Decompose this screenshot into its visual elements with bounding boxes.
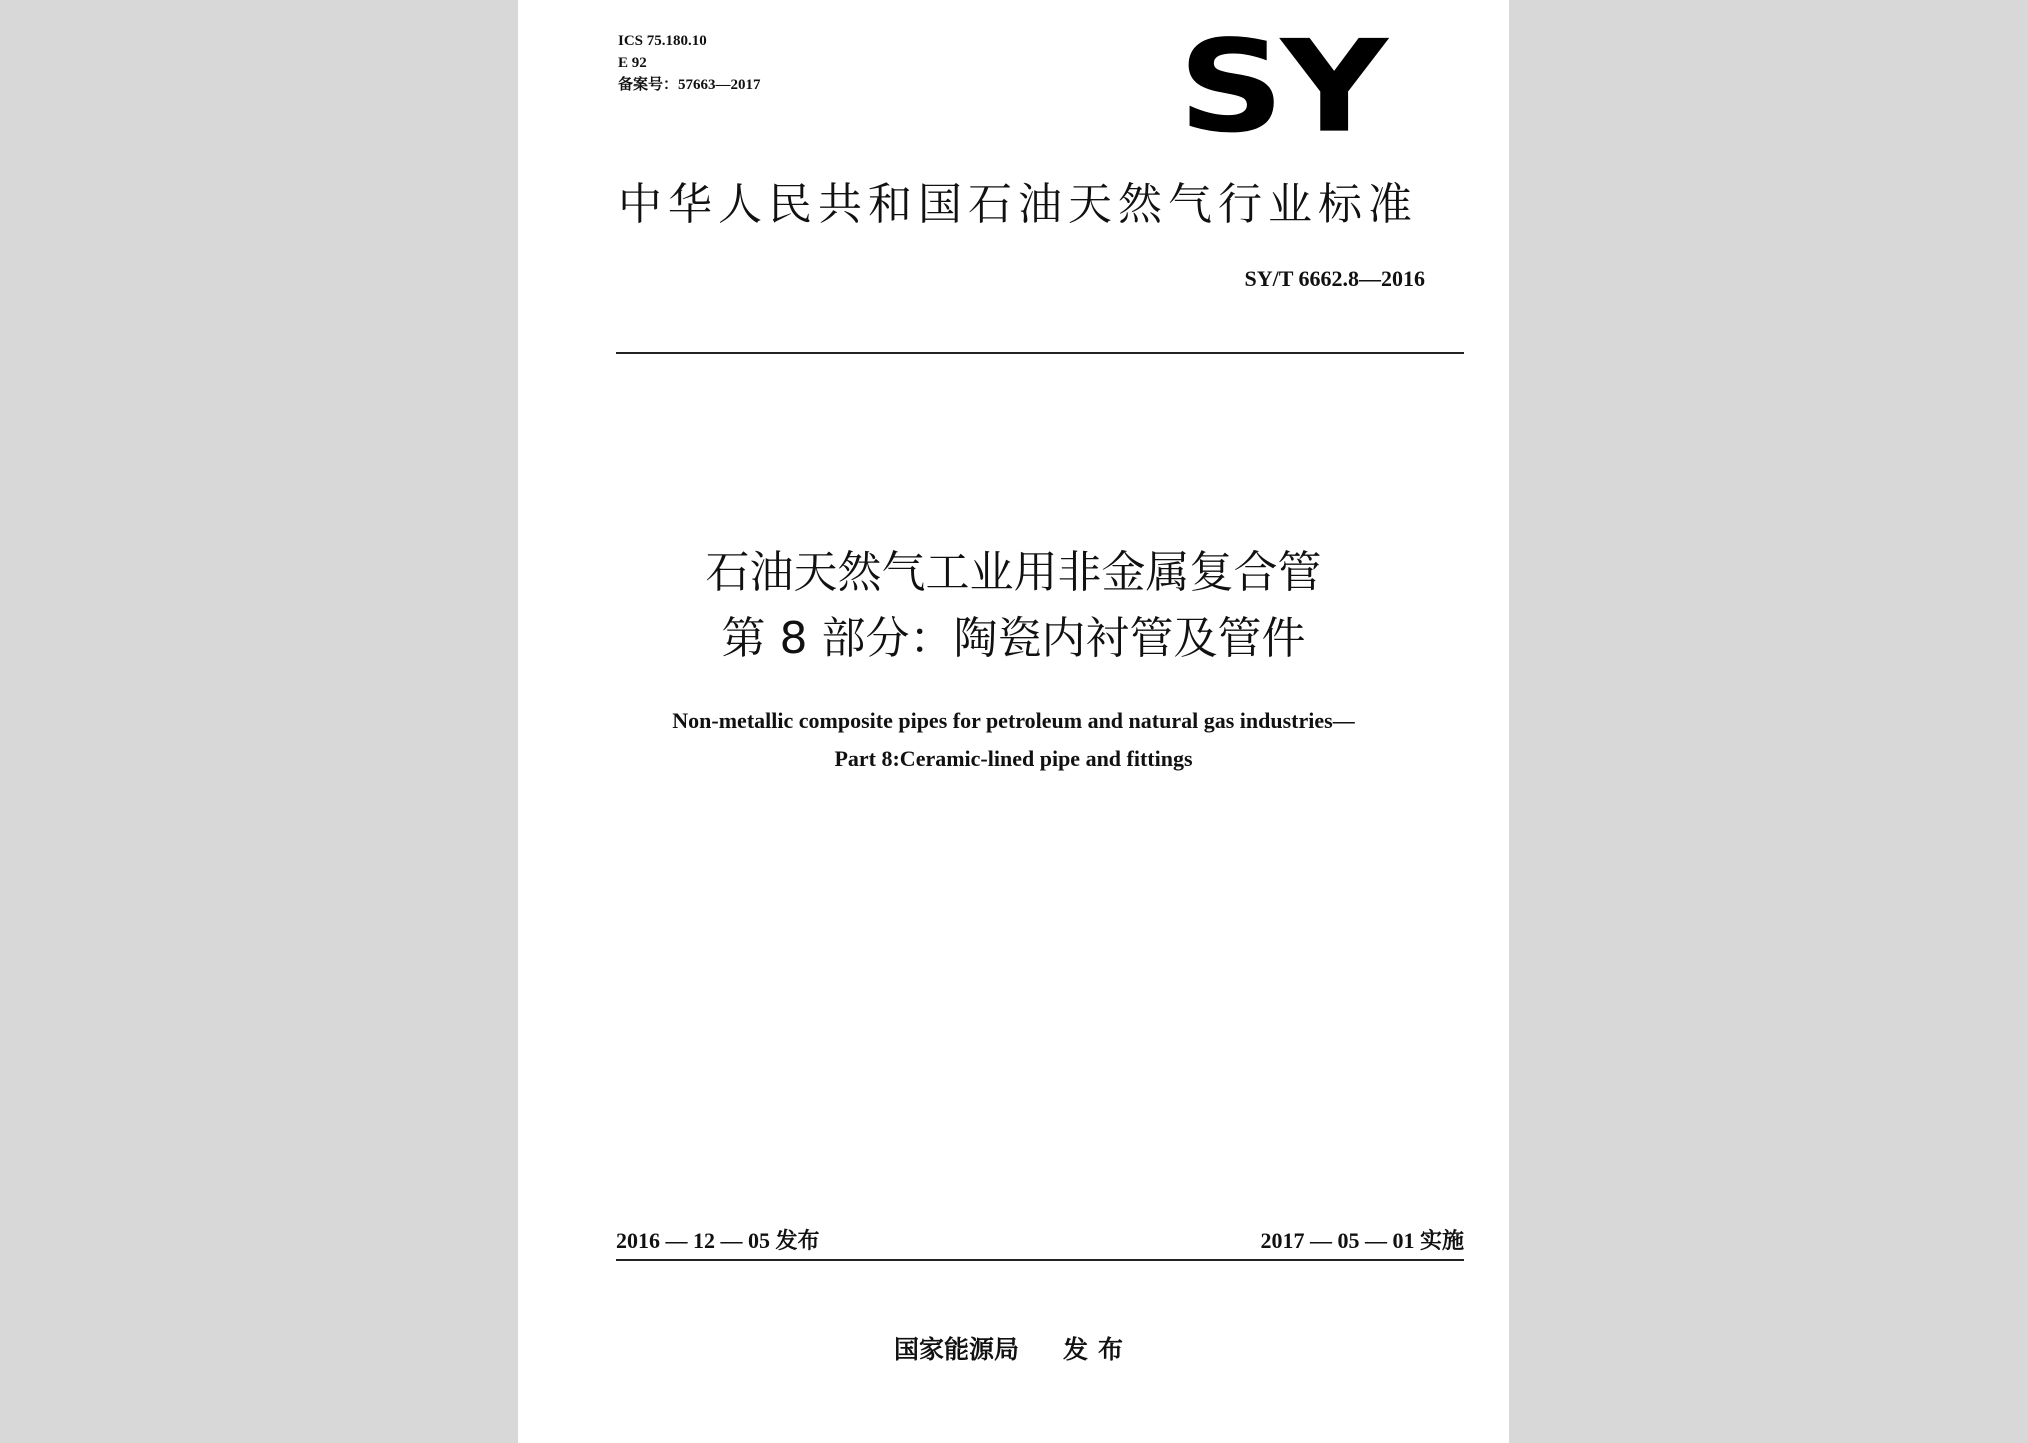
english-title: [518, 702, 1509, 778]
record-number: 备案号：57663—2017: [618, 77, 761, 93]
english-title-line-2: Part 8:Ceramic-lined pipe and fittings: [834, 746, 1193, 771]
ics-code: ICS 75.180.10: [618, 33, 707, 49]
chinese-title: [518, 540, 1509, 672]
chinese-title-line-1: 石油天然气工业用非金属复合管: [705, 547, 1322, 598]
document-page: [518, 0, 1509, 1443]
publisher-line: [518, 1330, 1509, 1366]
publisher-name: 国家能源局: [893, 1335, 1019, 1364]
standard-number: SY/T 6662.8—2016: [1244, 266, 1425, 291]
issue-date: 2016 — 12 — 05 发布: [616, 1228, 820, 1253]
sy-logo: SY: [1178, 12, 1384, 161]
english-title-line-1: Non-metallic composite pipes for petroleum and natural gas industries—: [672, 708, 1355, 733]
ccs-code: E 92: [618, 55, 647, 71]
classification-block: [618, 30, 761, 96]
date-row: [616, 1224, 1464, 1255]
industry-standard-title: 中华人民共和国石油天然气行业标准: [618, 179, 1418, 230]
chinese-title-line-2: 第 8 部分：陶瓷内衬管及管件: [721, 613, 1306, 664]
bottom-divider: [616, 1259, 1464, 1261]
publisher-action: 发布: [1063, 1335, 1134, 1364]
effective-date: 2017 — 05 — 01 实施: [1260, 1228, 1464, 1253]
top-divider: [616, 352, 1464, 354]
